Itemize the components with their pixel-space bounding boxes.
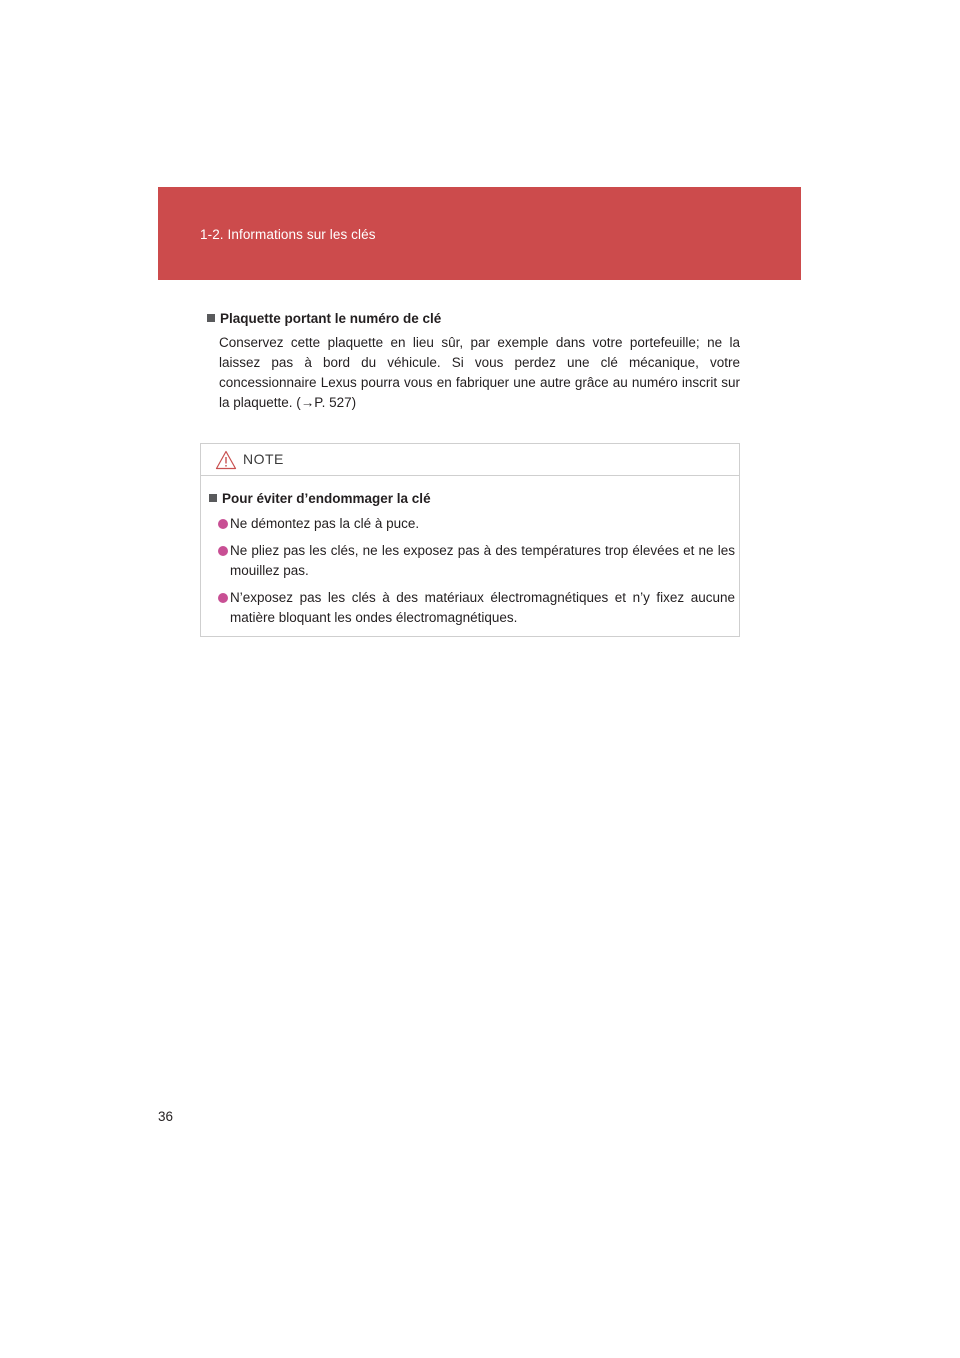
breadcrumb: 1-2. Informations sur les clés [200, 227, 376, 242]
note-body [209, 488, 735, 635]
section-heading [207, 308, 737, 328]
chapter-header-band [158, 187, 801, 280]
note-label: NOTE [243, 451, 284, 467]
key-number-plate-section [207, 308, 740, 413]
list-item-text: N’exposez pas les clés à des matériaux électromagnétiques et n’y fixez aucune matière bloquant les ondes électromagnétiques. [230, 590, 735, 625]
dot-bullet-icon [218, 519, 228, 529]
square-bullet-icon [209, 494, 217, 502]
page-number: 36 [158, 1109, 174, 1124]
note-header [201, 444, 739, 476]
list-item [209, 588, 735, 628]
list-item-text: Ne démontez pas la clé à puce. [230, 516, 420, 531]
dot-bullet-icon [218, 593, 228, 603]
note-box [200, 443, 740, 637]
dot-bullet-icon [218, 546, 228, 556]
warning-triangle-icon [215, 450, 237, 470]
section-body-text: Conservez cette plaquette en lieu sûr, par exemple dans votre portefeuille; ne la laissez pas à bord du véhicule. Si vous perdez une clé mécanique, votre concessionnaire Lexus pourra vous en fabriquer une autre grâce au numéro inscrit sur la plaquette. (→P. 527) [219, 335, 740, 410]
list-item [209, 541, 735, 581]
note-heading [209, 488, 735, 508]
note-heading-text: Pour éviter d’endommager la clé [222, 490, 431, 506]
note-list [209, 514, 735, 628]
list-item-text: Ne pliez pas les clés, ne les exposez pas à des températures trop élevées et ne les mouillez pas. [230, 543, 735, 578]
section-heading-text: Plaquette portant le numéro de clé [220, 310, 442, 326]
list-item [209, 514, 735, 534]
square-bullet-icon [207, 314, 215, 322]
